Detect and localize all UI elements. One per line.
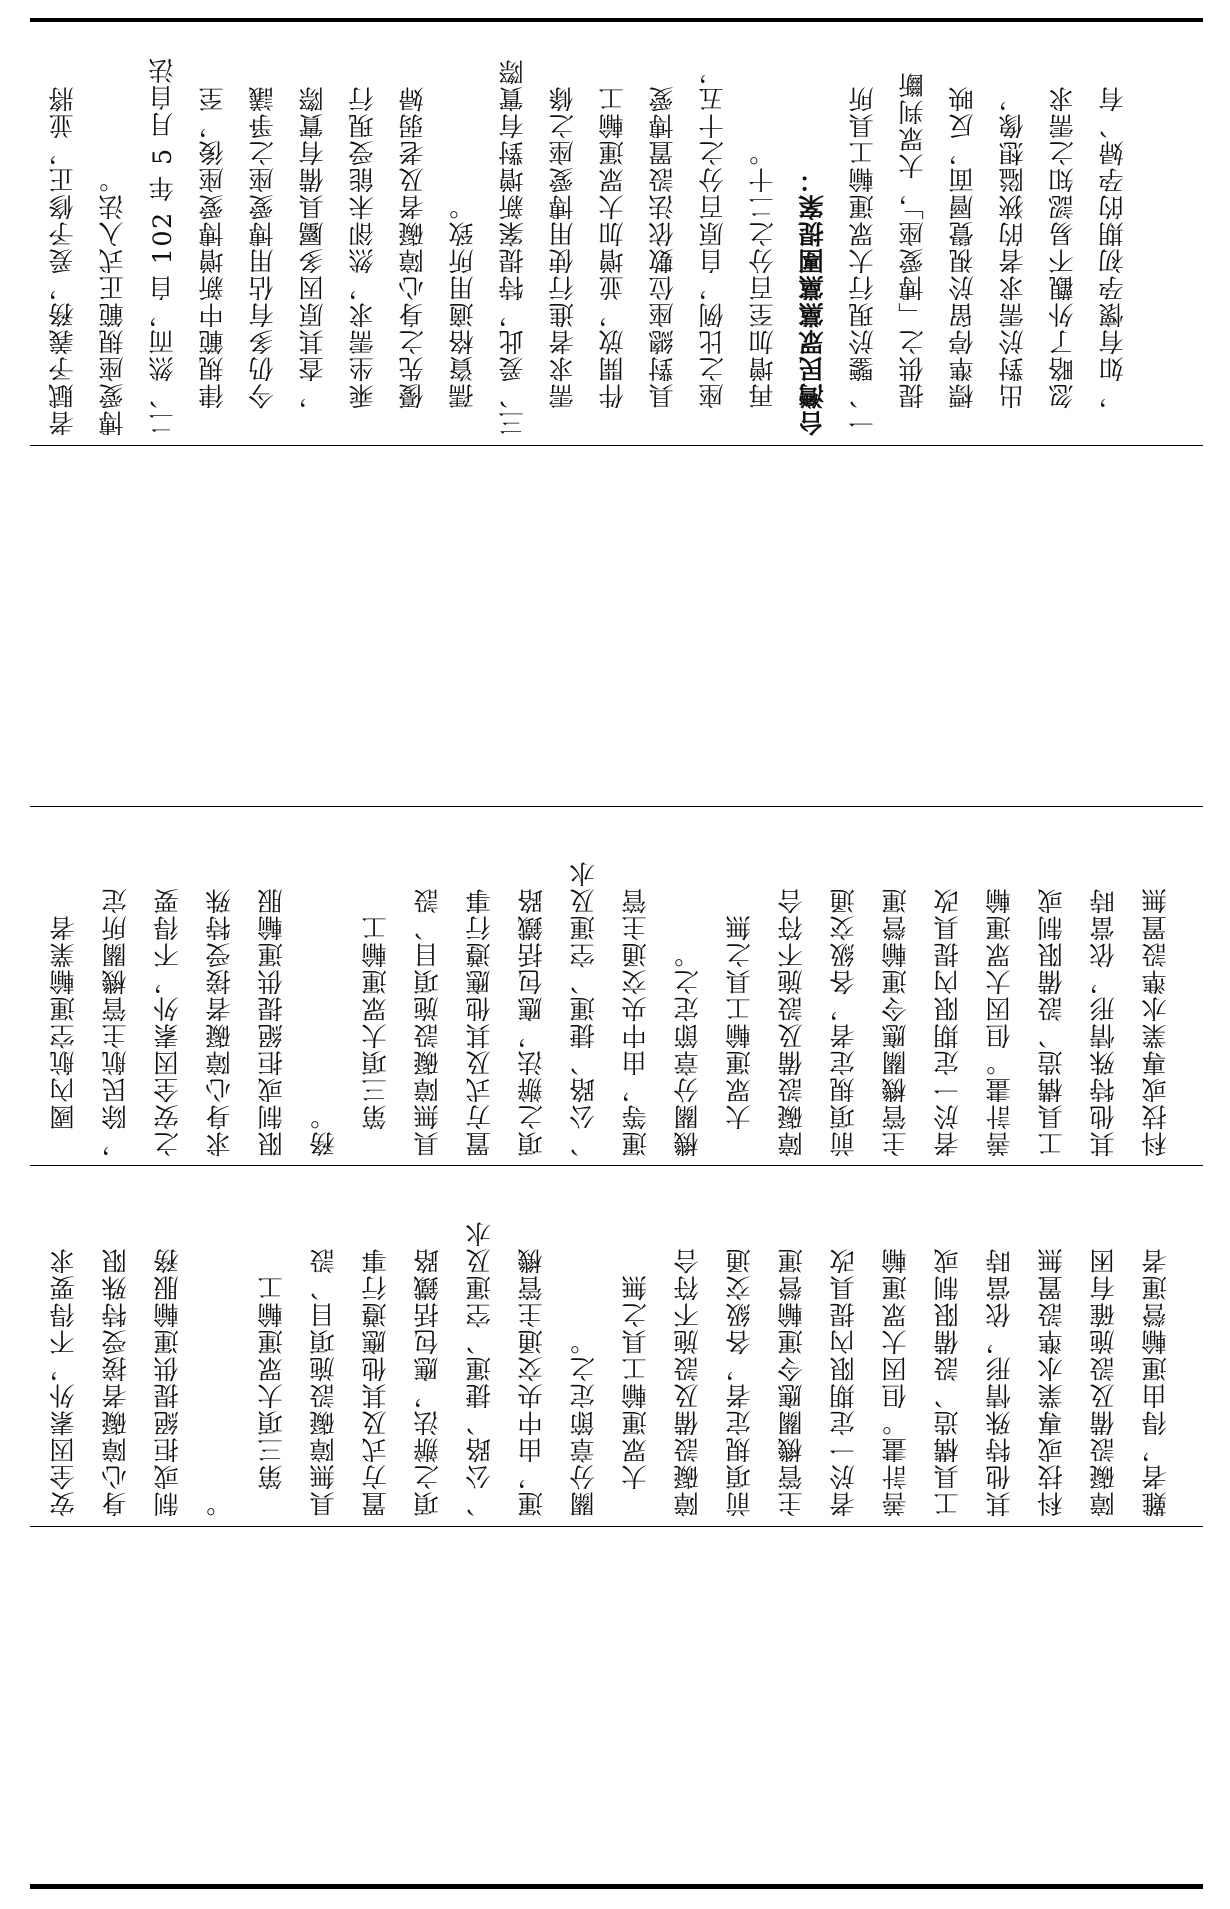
cell-line: 前項規定者，各級交通 bbox=[829, 887, 859, 1157]
section1-line: 博愛座規範正式入法。 bbox=[98, 166, 128, 436]
cell-line: 大眾運輸工具之無 bbox=[621, 1274, 651, 1517]
cell-line: 工具構造、設備限制或 bbox=[933, 1247, 963, 1517]
cell-line: 其他特殊情形，依當時 bbox=[1089, 887, 1119, 1157]
cell-line: 第三項大眾運輸工 bbox=[257, 1274, 287, 1517]
section1-line: 三、爰此，特提案新增對有實際 bbox=[498, 58, 528, 436]
cell-line: 、公路、捷運、空運及水 bbox=[569, 860, 599, 1157]
section1-text bbox=[38, 28, 1198, 444]
section1-line: 優先之身心障礙者及老弱婦 bbox=[398, 85, 428, 436]
cell-line: 務。 bbox=[309, 1103, 339, 1157]
section1-line: 標準停留於視覺層面，反映 bbox=[948, 85, 978, 436]
cell-line: 之安全因素外，不得要 bbox=[153, 887, 183, 1157]
cell-line: 其他特殊情形，依當時 bbox=[985, 1247, 1015, 1517]
cell-line: 者於一定期限內提具改 bbox=[829, 1247, 859, 1517]
cell-line: 工具構造、設備限制或 bbox=[1037, 887, 1067, 1157]
bottom-rule bbox=[30, 1884, 1203, 1889]
section1-line: ，查其原因多屬具備有實際 bbox=[298, 85, 328, 436]
section1-line: 座之比例，自原百分之十五， bbox=[698, 58, 728, 436]
cell-line: 者於一定期限內提具改 bbox=[933, 887, 963, 1157]
section1-line: 二、然而，自 102 年 5 月自法 bbox=[148, 56, 178, 436]
cell-line: 障礙設備及設施不符合 bbox=[673, 1247, 703, 1517]
section1-line: 提供之「博愛座」，大眾判斷 bbox=[898, 70, 928, 436]
cell-line: 主管機關應令運輸營運 bbox=[777, 1247, 807, 1517]
section1-line: 需求者進行使用博愛座之條 bbox=[548, 85, 578, 436]
cell-line: 障礙設備及設施不符合 bbox=[777, 887, 807, 1157]
section1-line: 者賦予義務，爰予修正，並將 bbox=[48, 85, 78, 436]
cell-line: 主管機關應令運輸營運 bbox=[881, 887, 911, 1157]
cell-line: 科技或專業水準設置無 bbox=[1141, 887, 1171, 1157]
cell-line: 置方式及其他應遵行事 bbox=[465, 887, 495, 1157]
cell-line: 難者，得由運輸營運者 bbox=[1141, 1247, 1171, 1517]
cell-line: 國內航空運輸業者 bbox=[49, 914, 79, 1157]
cell-line: 。 bbox=[205, 1490, 235, 1517]
cell-line: 善計畫。但因大眾運輸 bbox=[985, 887, 1015, 1157]
cell-line: 制或拒絕提供運輸服務 bbox=[153, 1247, 183, 1517]
cell-line: ，除民航主管機關所定 bbox=[101, 887, 131, 1157]
cell-line: 求身心障礙者接受特殊 bbox=[205, 887, 235, 1157]
cell-line: 善計畫。但因大眾運輸 bbox=[881, 1247, 911, 1517]
section1-line: 今仍多有佔用博愛座之爭議 bbox=[248, 85, 278, 436]
cell-line: 、公路、捷運、空運及水 bbox=[465, 1220, 495, 1517]
cell-line: 關分章節定之。 bbox=[569, 1328, 599, 1517]
cell-line: 具無障礙設施項目、設 bbox=[413, 887, 443, 1157]
cell-line: 具無障礙設施項目、設 bbox=[309, 1247, 339, 1517]
section1-line: 件開放，並增加大眾運輸工 bbox=[598, 85, 628, 436]
section1-line: 忽略了外觀不易認知之需求 bbox=[1048, 85, 1078, 436]
cell-line: 限制或拒絕提供運輸服 bbox=[257, 887, 287, 1157]
section2-mid-rule bbox=[30, 1165, 1203, 1166]
cell-line: 安全因素外，不得要求 bbox=[49, 1247, 79, 1517]
top-rule bbox=[30, 18, 1203, 22]
section1-line: 出對於需求者的狹隘想像， bbox=[998, 85, 1028, 436]
section1-line: 再增加至百分之二十。 bbox=[748, 139, 778, 436]
section1-line: 孺資格適用所致。 bbox=[448, 193, 478, 436]
section1-line: 具對總座位數依法設置博愛 bbox=[648, 85, 678, 436]
party-heading: 台灣民眾黨黨團提案： bbox=[798, 166, 828, 436]
cell-line: 置方式及其他應遵行事 bbox=[361, 1247, 391, 1517]
section2-bottom-rule bbox=[30, 1526, 1203, 1527]
cell-line: 運等，由中央交通主管 bbox=[621, 887, 651, 1157]
section1-line: ，如有懷孕初期的孕婦、有 bbox=[1098, 85, 1128, 436]
cell-line: 項之辦法，應包括鐵路 bbox=[413, 1247, 443, 1517]
cell-line: 前項規定者，各級交通 bbox=[725, 1247, 755, 1517]
cell-line: 第三項大眾運輸工 bbox=[361, 914, 391, 1157]
section1-bottom-rule bbox=[30, 445, 1203, 446]
section2-right-cell bbox=[38, 812, 1198, 1165]
cell-line: 障礙設備及設施確有困 bbox=[1089, 1247, 1119, 1517]
cell-line: 身心障礙者接受特殊限 bbox=[101, 1247, 131, 1517]
section1-line: 一、鑒於現行大眾運輸工具所 bbox=[848, 85, 878, 436]
cell-line: 科技或專業水準設置無 bbox=[1037, 1247, 1067, 1517]
cell-line: 大眾運輸工具之無 bbox=[725, 914, 755, 1157]
section1-line: 乘坐需求，然卻未能受現行 bbox=[348, 85, 378, 436]
section2-left-cell bbox=[38, 1172, 1198, 1525]
section1-line: 律規範中新增博愛座後，至 bbox=[198, 85, 228, 436]
cell-line: 項之辦法，應包括鐵路 bbox=[517, 887, 547, 1157]
cell-line: 機關分章節定之。 bbox=[673, 941, 703, 1157]
section2-top-rule bbox=[30, 806, 1203, 807]
cell-line: 運，由中央交通主管機 bbox=[517, 1247, 547, 1517]
